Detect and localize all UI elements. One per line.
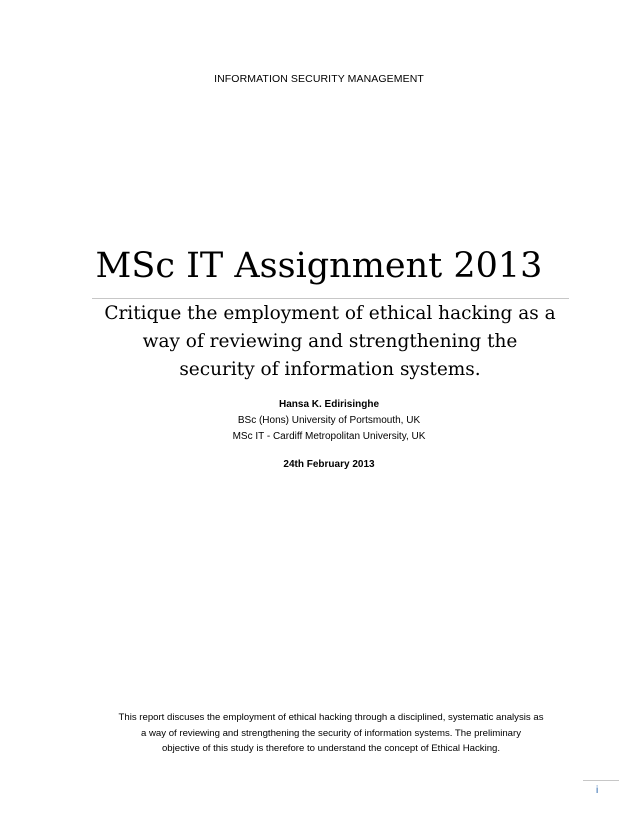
author-qualification: BSc (Hons) University of Portsmouth, UK <box>237 415 421 426</box>
author-block <box>0 397 638 445</box>
abstract <box>88 710 574 757</box>
subtitle-line: security of information systems. <box>179 359 481 380</box>
title-divider <box>92 298 569 299</box>
footer-divider <box>583 780 619 781</box>
page-number: i <box>596 785 599 796</box>
document-title: MSc IT Assignment 2013 <box>95 246 543 286</box>
author-name: Hansa K. Edirisinghe <box>278 399 380 410</box>
document-subtitle <box>85 300 575 384</box>
abstract-line: a way of reviewing and strengthening the security of information systems. The preliminary <box>140 727 522 739</box>
author-qualification: MSc IT - Cardiff Metropolitan University, UK <box>232 431 426 442</box>
document-header: INFORMATION SECURITY MANAGEMENT <box>214 73 424 85</box>
abstract-line: This report discuses the employment of ethical hacking through a disciplined, systematic analysis as <box>118 712 544 723</box>
abstract-line: objective of this study is therefore to understand the concept of Ethical Hacking. <box>161 743 501 754</box>
subtitle-line: Critique the employment of ethical hacking as a <box>104 303 556 324</box>
document-date: 24th February 2013 <box>283 459 375 470</box>
subtitle-line: way of reviewing and strengthening the <box>142 331 518 352</box>
